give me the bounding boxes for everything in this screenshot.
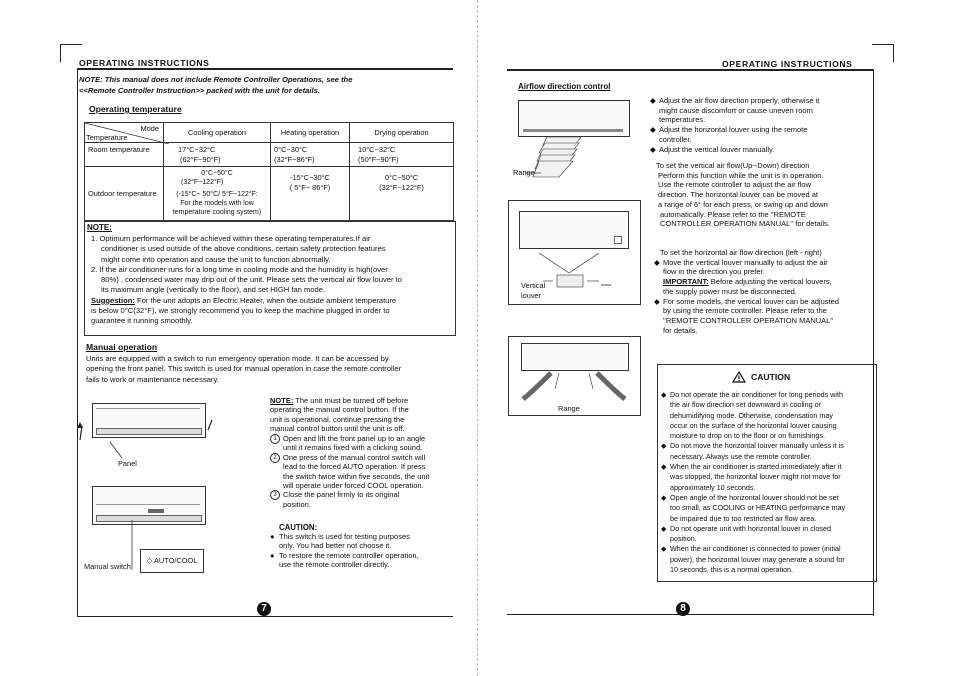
outdoor-drying-range-f: (32°F~122°F) xyxy=(379,182,424,192)
outdoor-drying-range: 0°C~50°C xyxy=(384,173,419,182)
note-line: conditioner is used outside of the above conditions, certain safety protection features xyxy=(101,244,386,254)
table-corner-cell xyxy=(85,123,164,143)
caution-line: approximately 10 seconds. xyxy=(670,482,756,492)
caution-box xyxy=(657,364,877,582)
diamond-bullet-icon: ◆ xyxy=(661,462,667,472)
caution-line: 10 seconds, this is a normal operation. xyxy=(670,565,794,575)
caution-item xyxy=(661,462,875,493)
range-label: Range xyxy=(558,404,580,413)
caution-line: position. xyxy=(670,534,697,544)
center-fold-line xyxy=(477,0,478,676)
manual-line: fails to work or maintenance necessary. xyxy=(86,374,219,384)
bullet-line: Adjust the horizontal louver using the remote xyxy=(659,125,808,135)
caution-line: moisture to drop on to the floor or on furnishings. xyxy=(670,431,826,441)
horizontal-airflow-section xyxy=(654,248,874,335)
step-line: until it remains fixed with a clicking sound. xyxy=(283,443,423,453)
outdoor-cooling-low-range: (-15°C~ 50°C/ 5°F~122°F: xyxy=(176,191,258,198)
diamond-bullet-icon: ◆ xyxy=(650,144,656,154)
diamond-bullet-icon: ◆ xyxy=(661,390,667,399)
suggestion-line: guarantee it running smoothly. xyxy=(91,316,193,326)
step-number-icon: 1 xyxy=(270,434,280,444)
room-heating-range: 0°C~30°C xyxy=(274,145,308,154)
caution-line: use the remote controller directly. xyxy=(279,560,390,570)
airflow-bullet-item xyxy=(650,96,872,125)
note-box-title: NOTE: xyxy=(87,223,112,232)
step-line: position. xyxy=(283,499,311,509)
caution-list xyxy=(661,390,875,575)
airflow-bullet-item xyxy=(650,125,872,144)
room-drying-range-f: (50°F~90°F) xyxy=(358,154,399,164)
note-box-body xyxy=(91,234,453,327)
diamond-bullet-icon: ◆ xyxy=(654,257,660,267)
room-drying-cell xyxy=(350,143,454,167)
right-header: OPERATING INSTRUCTIONS xyxy=(722,59,853,69)
left-page-border xyxy=(77,68,78,616)
suggestion-label: Suggestion: xyxy=(91,295,135,305)
manual-note-line: The unit must be turned off before xyxy=(293,396,409,405)
row-room-temperature: Room temperature xyxy=(85,143,164,167)
diamond-bullet-icon: ◆ xyxy=(650,96,656,105)
page-number-8: 8 xyxy=(676,602,690,616)
left-caution-list xyxy=(270,532,466,570)
vertical-para-line: To set the vertical air flow(Up--Down) direction xyxy=(656,161,810,170)
manual-operation-title: Manual operation xyxy=(86,342,158,352)
manual-note-line: manual control button until the unit is off. xyxy=(270,424,405,434)
suggestion-line: For the unit adopts an Electric Heater, when the outside ambient temperature xyxy=(134,295,397,305)
vertical-louver-label-line: louver xyxy=(521,291,542,300)
step-line: One press of the manual control switch will xyxy=(283,452,426,462)
outdoor-cooling-range-f: (32°F~122°F) xyxy=(181,179,224,186)
caution-heading xyxy=(732,371,790,383)
step-number-icon: 2 xyxy=(270,453,280,463)
left-header: OPERATING INSTRUCTIONS xyxy=(79,58,210,68)
bullet-line: might cause discomfort or cause uneven room xyxy=(659,105,813,115)
caution-line: When the air conditioner is started immediately after it xyxy=(670,462,842,472)
range-label: Range xyxy=(513,168,535,177)
outdoor-heating-cell xyxy=(271,167,350,221)
diamond-bullet-icon: ◆ xyxy=(661,492,667,502)
right-header-rule xyxy=(507,69,873,71)
operating-temperature-table xyxy=(84,122,454,221)
caution-line: When the air conditioner is connected to power (initial xyxy=(670,544,841,554)
caution-line: This switch is used for testing purposes xyxy=(279,532,410,541)
caution-line: dehumidifying mode. Otherwise, condensation may xyxy=(670,410,834,420)
diamond-bullet-icon: ◆ xyxy=(661,544,667,554)
vertical-para-line: CONTROLLER OPERATION MANUAL'' for details. xyxy=(660,219,830,229)
outdoor-cooling-low-note: For the models with low xyxy=(180,200,254,207)
step-item xyxy=(270,434,466,453)
outdoor-cooling-cell xyxy=(164,167,271,221)
bullet-dot-icon: ● xyxy=(270,532,275,541)
caution-line: To restore the remote controller operation, xyxy=(279,550,419,560)
vertical-para-line: a range of 6° for each press, or swing up and down xyxy=(658,199,828,209)
manual-switch-label: Manual switch xyxy=(84,562,131,571)
corner-mark-left-v xyxy=(60,44,61,62)
caution-line: Do not operate the air conditioner for long periods with xyxy=(670,390,844,399)
col-heating: Heating operation xyxy=(271,123,350,143)
room-cooling-cell xyxy=(164,143,271,167)
note-box xyxy=(84,221,456,336)
room-drying-range: 10°C~32°C xyxy=(358,145,396,154)
outdoor-cooling-range: 0°C~50°C xyxy=(201,170,233,177)
vertical-para-line: Use the remote controller to adjust the air flow xyxy=(658,180,811,190)
vertical-para-line: automatically. Please refer to the ''REMOTE xyxy=(660,209,806,219)
caution-line: the air flow direction set downward in cooling or xyxy=(670,400,822,410)
row-outdoor-temperature: Outdoor temperature xyxy=(85,167,164,221)
panel-label: Panel xyxy=(118,459,137,468)
caution-item xyxy=(270,551,466,570)
caution-item xyxy=(270,532,466,551)
important-line: the supply power must be disconnected. xyxy=(663,286,797,296)
manual-line: Units are equipped with a switch to run emergency operation mode. It can be accessed by xyxy=(86,354,389,363)
room-cooling-range: 17°C~32°C xyxy=(178,145,216,154)
step-line: Open and lift the front panel up to an angle xyxy=(283,434,426,443)
room-heating-range-f: (32°F~86°F) xyxy=(274,154,315,164)
diamond-bullet-icon: ◆ xyxy=(650,125,656,135)
note-line: 80%) , condensed water may drip out of the unit. Please sets the vertical air flow louver to xyxy=(101,275,402,285)
col-cooling: Cooling operation xyxy=(164,123,271,143)
caution-line: power), the horizontal louver may generate a sound for xyxy=(670,554,845,564)
outdoor-drying-cell xyxy=(350,167,454,221)
step-line: Close the panel firmly to its original xyxy=(283,490,400,500)
caution-title: CAUTION xyxy=(751,372,791,382)
bullet-line: controller. xyxy=(659,134,692,144)
operating-temperature-title: Operating temperature xyxy=(89,104,182,114)
remote-note-line: <<Remote Controller Instruction>> packed with the unit for details. xyxy=(79,85,320,95)
vertical-airflow-paragraph xyxy=(656,161,872,229)
caution-item xyxy=(661,493,875,524)
warning-triangle-icon xyxy=(732,371,746,383)
some-models-line: for details. xyxy=(663,325,698,335)
caution-line: was stopped, the horizontal louver might not move for xyxy=(670,472,841,482)
corner-mark-left xyxy=(60,44,82,45)
airflow-direction-title: Airflow direction control xyxy=(518,82,611,91)
manual-note xyxy=(270,396,466,434)
corner-mark-right xyxy=(872,44,894,45)
caution-line: be impaired due to too restricted air flow area. xyxy=(670,513,817,523)
important-line: Before adjusting the vertical louvers, xyxy=(708,277,832,287)
caution-line: occur on the surface of the horizontal louver causing xyxy=(670,420,837,430)
horizontal-bullet-item xyxy=(654,258,874,297)
airflow-bullet-item xyxy=(650,145,872,155)
airflow-bullets xyxy=(650,96,872,154)
corner-mode-label: Mode xyxy=(140,124,159,133)
diamond-bullet-icon: ◆ xyxy=(661,441,667,451)
step-number-icon: 3 xyxy=(270,490,280,500)
page-number-7: 7 xyxy=(257,602,271,616)
left-header-rule xyxy=(77,68,453,70)
bullet-dot-icon: ● xyxy=(270,550,275,560)
some-models-line: ''REMOTE CONTROLLER OPERATION MANUAL'' xyxy=(663,315,834,325)
room-heating-cell xyxy=(271,143,350,167)
right-footer-rule xyxy=(507,614,873,615)
note-line: 1. Optimum performance will be achieved within these operating temperatures.If air xyxy=(91,234,371,243)
some-models-line: For some models, the vertical louver can be adjusted xyxy=(663,296,839,306)
left-footer-rule xyxy=(77,616,453,617)
diamond-bullet-icon: ◆ xyxy=(654,296,660,306)
vertical-para-line: Perform this function while the unit is in operation. xyxy=(658,170,824,180)
horizontal-bullet-line: Move the vertical louver manually to adjust the air xyxy=(663,257,828,267)
note-line: might come into operation and cause the unit to function abnormally. xyxy=(101,254,331,264)
caution-line: Do not operate unit with horizontal louver in closed xyxy=(670,523,832,533)
bullet-line: Adjust the air flow direction properly, otherwise it xyxy=(659,96,820,105)
note-line: 2. If the air conditioner runs for a long time in cooling mode and the humidity is high(over xyxy=(91,264,388,274)
manual-note-line: operating the manual control button. If the xyxy=(270,405,409,415)
indoor-unit-airflow-illustration xyxy=(518,100,630,137)
corner-temp-label: Temperature xyxy=(86,132,128,142)
caution-item xyxy=(661,524,875,545)
step-line: will operate under forced COOL operation. xyxy=(283,481,424,491)
step-line: the switch twice within five seconds, the unit xyxy=(283,471,430,481)
outdoor-heating-range: -15°C~30°C xyxy=(290,173,330,182)
manual-operation-text xyxy=(86,354,458,385)
lift-panel-arrows-icon xyxy=(72,418,222,463)
caution-line: necessary. Always use the remote controller. xyxy=(670,451,812,461)
step-item xyxy=(270,490,466,509)
diamond-bullet-icon: ◆ xyxy=(661,523,667,533)
diamond-icon: ◇ xyxy=(146,556,153,565)
remote-note-line: NOTE: This manual does not include Remote Controller Operations, see the xyxy=(79,75,353,84)
outdoor-cooling-low-note: temperature cooling system) xyxy=(172,209,262,216)
suggestion-line: is below 0°C(32°F), we strongly recommend you to keep the machine plugged in order to xyxy=(91,306,390,316)
caution-item xyxy=(661,390,875,441)
note-line: its maximum angle (vertically to the floor), and set HIGH fan mode. xyxy=(101,285,326,295)
left-caution-title: CAUTION: xyxy=(279,523,318,532)
auto-cool-switch[interactable] xyxy=(140,549,204,573)
manual-line: opening the front panel. This switch is used for manual operation in case the remote controller xyxy=(86,364,402,374)
step-line: lead to the forced AUTO operation. If press xyxy=(283,462,426,472)
outdoor-heating-range-f: ( 5°F~ 86°F) xyxy=(289,182,331,192)
vertical-para-line: direction. The horizontal louver can be moved at xyxy=(658,190,818,200)
caution-item xyxy=(661,441,875,462)
horizontal-bullet-item xyxy=(654,297,874,336)
bullet-line: temperatures. xyxy=(659,115,706,125)
vertical-louver-label-line: Vertical xyxy=(521,281,546,290)
caution-line: Do not move the horizontal louver manually unless it is xyxy=(670,441,844,451)
caution-line: Open angle of the horizontal louver should not be set xyxy=(670,492,839,502)
steps-list xyxy=(270,434,466,509)
corner-mark-right-v xyxy=(893,44,894,62)
manual-note-label: NOTE: xyxy=(270,396,294,405)
remote-note xyxy=(79,75,352,96)
airflow-range-louvers-icon xyxy=(515,135,635,187)
vertical-louver-label xyxy=(521,281,545,301)
manual-note-line: unit is operational, continue pressing the xyxy=(270,414,405,424)
horizontal-airflow-title: To set the horizontal air flow direction (left - right) xyxy=(660,248,822,257)
room-cooling-range-f: (62°F~90°F) xyxy=(180,154,221,164)
auto-cool-label: AUTO/COOL xyxy=(153,556,198,565)
step-item xyxy=(270,453,466,491)
bullet-line: Adjust the vertical louver manually. xyxy=(659,144,775,154)
col-drying: Drying operation xyxy=(350,123,454,143)
some-models-line: by using the remote controller. Please refer to the xyxy=(663,306,827,316)
caution-line: too small, as COOLING or HEATING performance may xyxy=(670,503,846,513)
caution-line: only. You had better not choose it. xyxy=(279,541,392,551)
horizontal-bullet-line: flow in the direction you prefer. xyxy=(663,267,765,277)
caution-item xyxy=(661,544,875,575)
important-label: IMPORTANT: xyxy=(663,277,709,287)
